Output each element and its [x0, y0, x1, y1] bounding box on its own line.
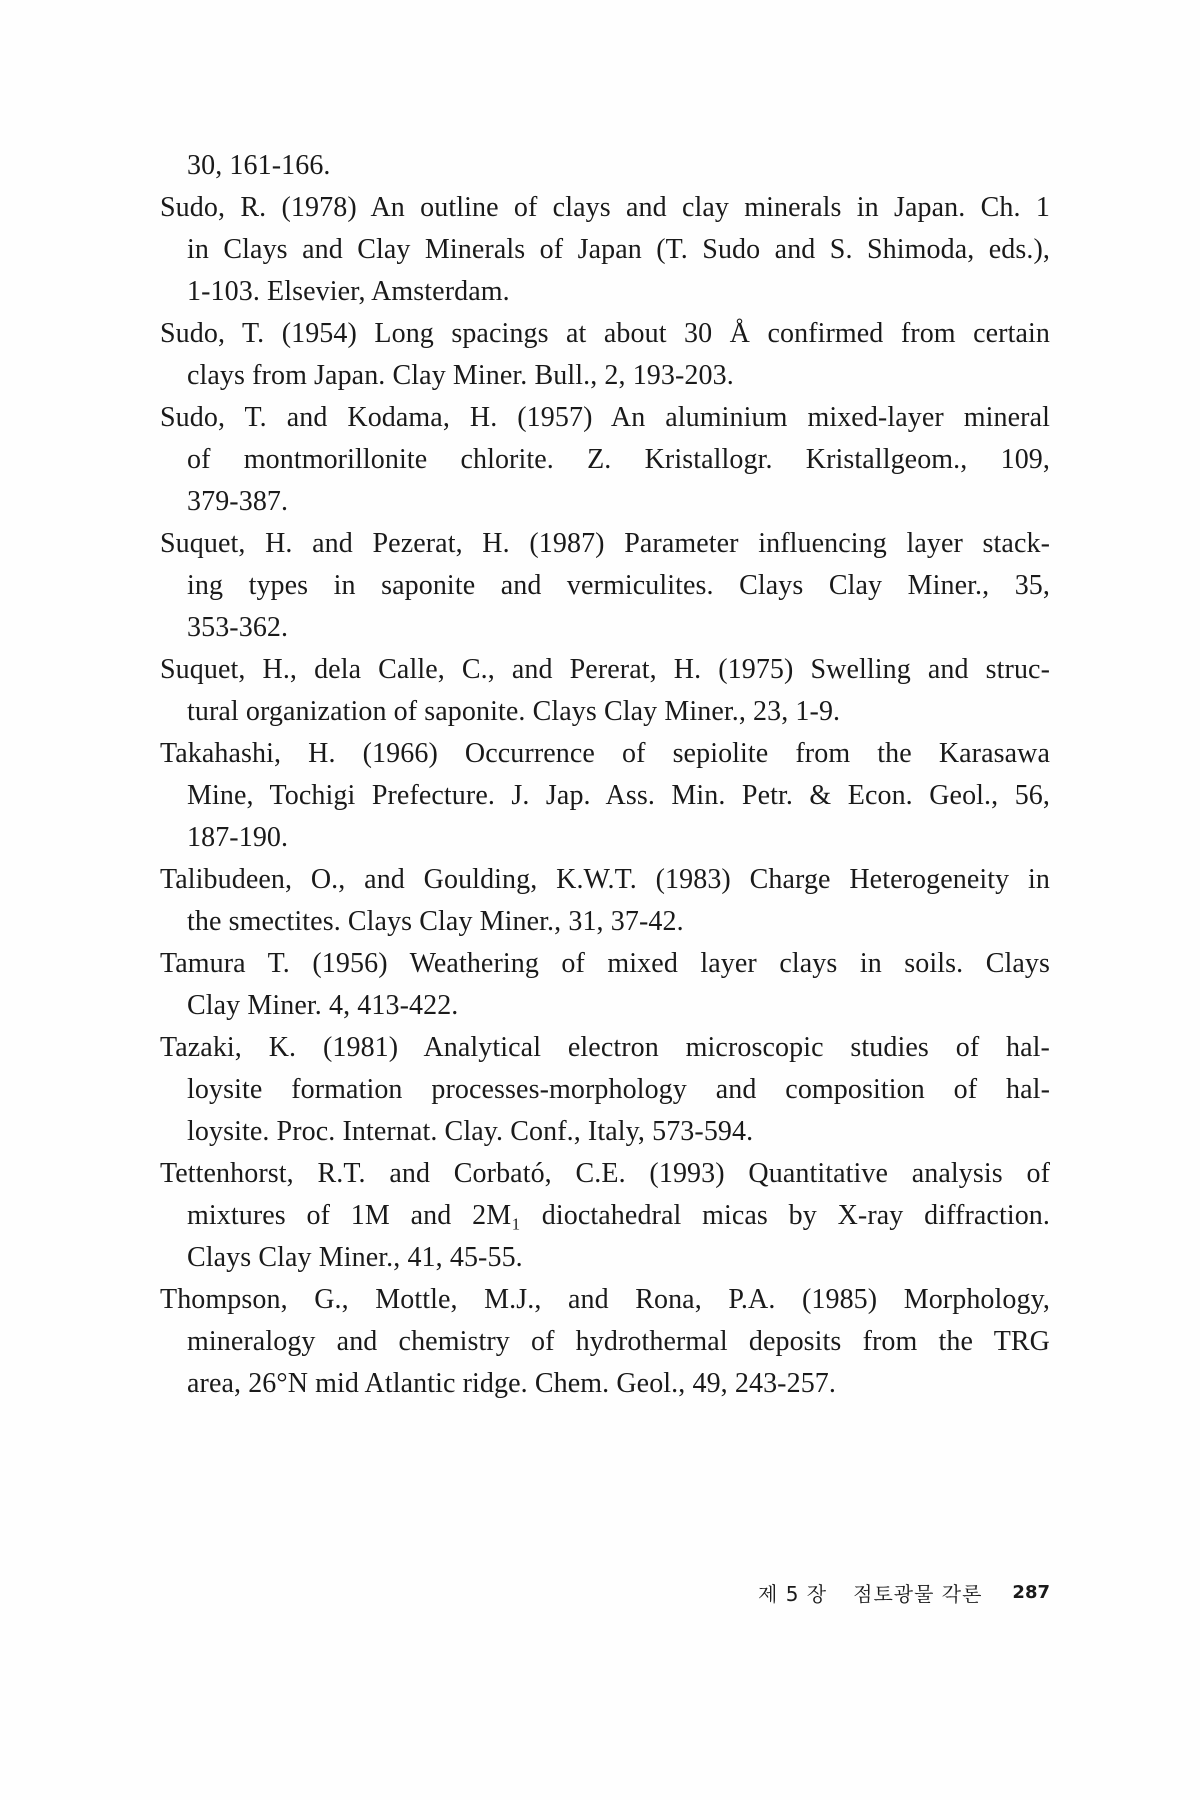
chapter-label: 제 5 장 [758, 1581, 828, 1606]
reference-line: of montmorillonite chlorite. Z. Kristallogr. Kristallgeom., 109, [187, 444, 1050, 475]
reference-line: Sudo, R. (1978) An outline of clays and clay minerals in Japan. Ch. 1 [160, 192, 1050, 223]
reference-entry [160, 397, 1050, 523]
reference-entry [160, 1279, 1050, 1405]
reference-entry [160, 1027, 1050, 1153]
reference-entry [160, 313, 1050, 397]
reference-entry [160, 943, 1050, 1027]
reference-line: Tazaki, K. (1981) Analytical electron microscopic studies of hal- [160, 1032, 1050, 1063]
page-number: 287 [1012, 1581, 1050, 1603]
reference-line: loysite. Proc. Internat. Clay. Conf., Italy, 573-594. [187, 1116, 754, 1147]
reference-line: area, 26°N mid Atlantic ridge. Chem. Geol., 49, 243-257. [187, 1368, 836, 1399]
reference-line: Takahashi, H. (1966) Occurrence of sepiolite from the Karasawa [160, 738, 1050, 769]
reference-line: Clays Clay Miner., 41, 45-55. [187, 1242, 523, 1273]
reference-line: Clay Miner. 4, 413-422. [187, 990, 459, 1021]
reference-line: Mine, Tochigi Prefecture. J. Jap. Ass. Min. Petr. & Econ. Geol., 56, [187, 780, 1050, 811]
reference-entry [160, 733, 1050, 859]
reference-line: Sudo, T. and Kodama, H. (1957) An aluminium mixed-layer mineral [160, 402, 1050, 433]
reference-line: 353-362. [187, 612, 289, 643]
reference-line: Thompson, G., Mottle, M.J., and Rona, P.A. (1985) Morphology, [160, 1284, 1050, 1315]
reference-line: ing types in saponite and vermiculites. Clays Clay Miner., 35, [187, 570, 1050, 601]
reference-line: Suquet, H. and Pezerat, H. (1987) Parameter influencing layer stack- [160, 528, 1050, 559]
reference-list [160, 145, 1050, 1405]
reference-continuation [160, 145, 1050, 187]
reference-line: the smectites. Clays Clay Miner., 31, 37-42. [187, 906, 684, 937]
reference-entry [160, 1153, 1050, 1279]
chapter-title: 점토광물 각론 [853, 1581, 983, 1606]
reference-entry [160, 859, 1050, 943]
reference-line: tural organization of saponite. Clays Clay Miner., 23, 1-9. [187, 696, 841, 727]
reference-line: mineralogy and chemistry of hydrothermal deposits from the TRG [187, 1326, 1050, 1357]
reference-entry [160, 649, 1050, 733]
reference-line: Tettenhorst, R.T. and Corbató, C.E. (1993) Quantitative analysis of [160, 1158, 1050, 1189]
reference-line: Suquet, H., dela Calle, C., and Pererat, H. (1975) Swelling and struc- [160, 654, 1050, 685]
reference-line: loysite formation processes-morphology and composition of hal- [187, 1074, 1050, 1105]
reference-line: 379-387. [187, 486, 289, 517]
reference-entry [160, 523, 1050, 649]
reference-line: Talibudeen, O., and Goulding, K.W.T. (1983) Charge Heterogeneity in [160, 864, 1050, 895]
reference-line: 187-190. [187, 822, 289, 853]
reference-line: Tamura T. (1956) Weathering of mixed layer clays in soils. Clays [160, 948, 1050, 979]
reference-line: 1-103. Elsevier, Amsterdam. [187, 276, 510, 307]
page-footer [700, 1577, 1050, 1607]
reference-line: clays from Japan. Clay Miner. Bull., 2, 193-203. [187, 360, 734, 391]
reference-line: Sudo, T. (1954) Long spacings at about 30 Å confirmed from certain [160, 318, 1050, 349]
reference-line: 30, 161-166. [187, 150, 331, 181]
reference-line: in Clays and Clay Minerals of Japan (T. Sudo and S. Shimoda, eds.), [187, 234, 1050, 265]
reference-entry [160, 187, 1050, 313]
reference-line: mixtures of 1M and 2M₁ dioctahedral micas by X-ray diffraction. [187, 1200, 1050, 1231]
